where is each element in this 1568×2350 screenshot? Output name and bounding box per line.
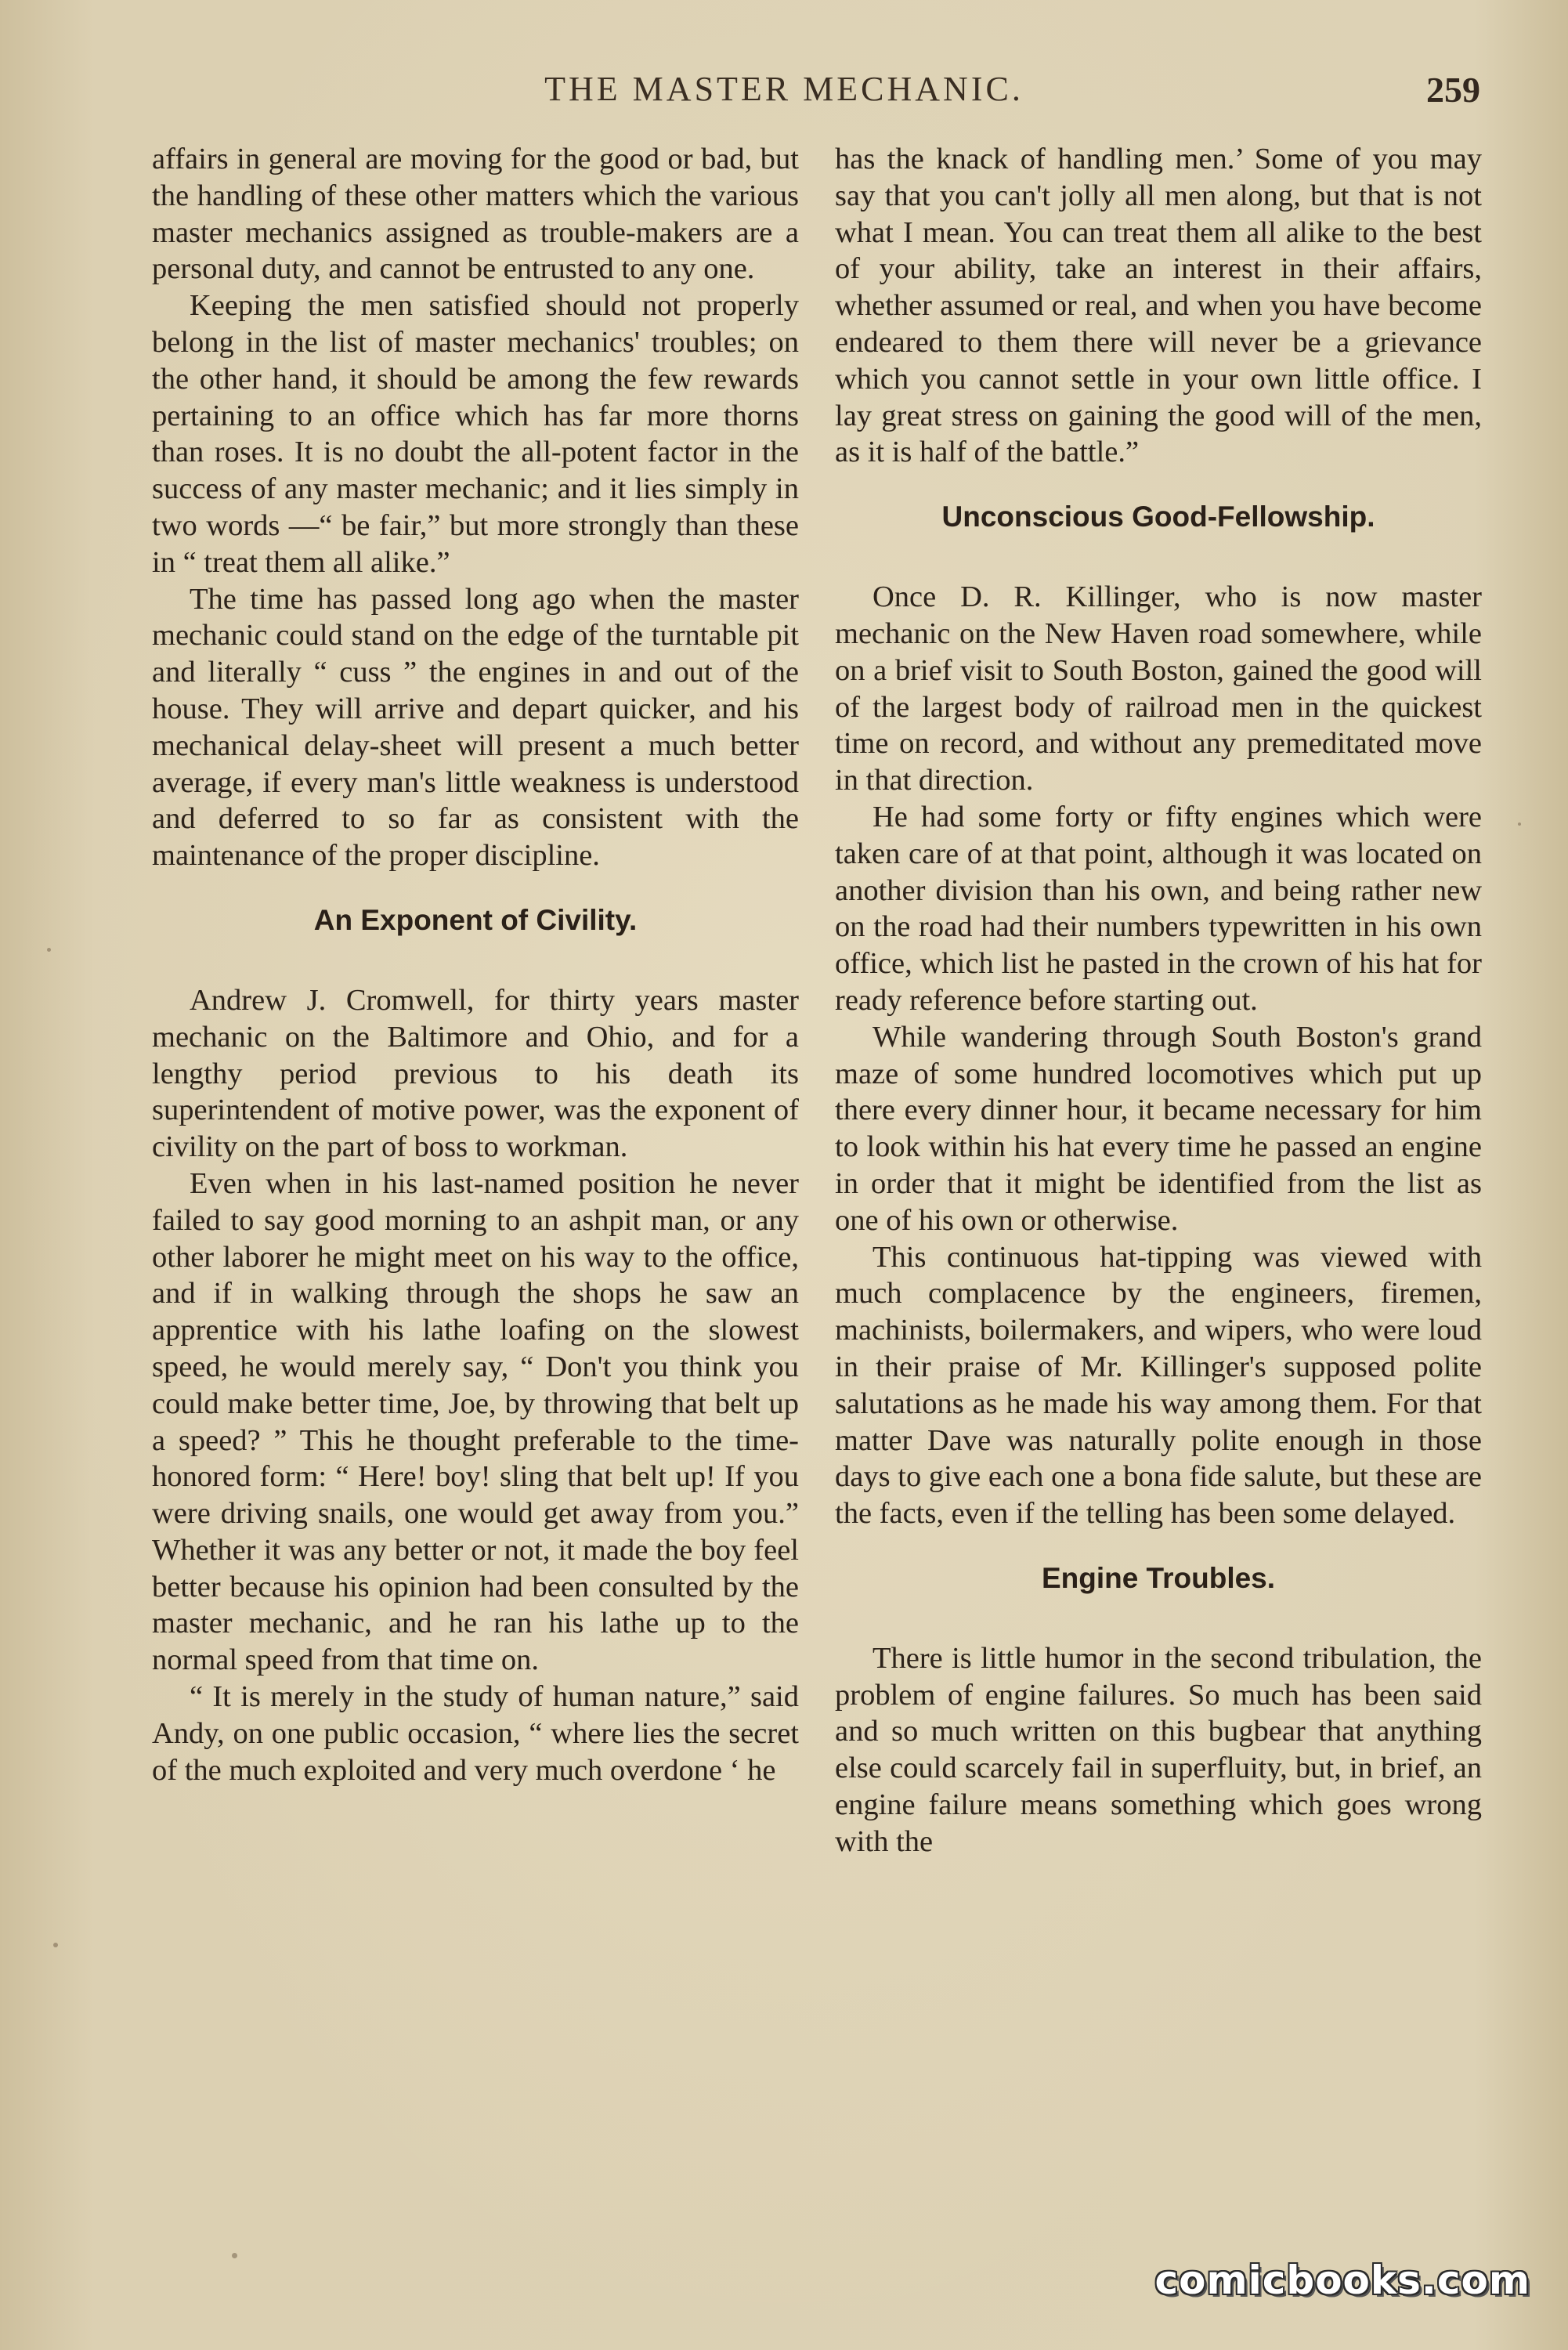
paragraph: He had some forty or fifty engines which were taken care of at that point, although it was located on another division than his own, and being rather new on the road had their numbers typewritten in his own office, which list he pasted in the crown of his hat for ready reference before starting out.: [835, 800, 1482, 1017]
paragraph: Andrew J. Cromwell, for thirty years master mechanic on the Baltimore and Ohio, and for a lengthy period previous to his death its superintendent of motive power, was the exponent of civility on the part of boss to workman.: [152, 983, 799, 1164]
paper-speck: [232, 2253, 237, 2258]
paper-speck: [53, 1943, 58, 1947]
paragraph: While wandering through South Boston's grand maze of some hundred locomotives which put up there every dinner hour, it became necessary for him to look within his hat every time he passed an engine in order that it might be identified from the list as one of his own or otherwise.: [835, 1020, 1482, 1237]
right-column: [835, 141, 1482, 1860]
paragraph: has the knack of handling men.’ Some of you may say that you can't jolly all men along, but that is not what I mean. You can treat them all alike to the best of your ability, take an interest in their affairs, whether assumed or real, and when you have become endeared to them there will never be a grievance which you cannot settle in your own little office. I lay great stress on gaining the good will of the men, as it is half of the battle.”: [835, 143, 1482, 469]
page-number: 259: [1426, 70, 1480, 110]
section-heading: Engine Troubles.: [1041, 1561, 1276, 1594]
paragraph: Even when in his last-named position he never failed to say good morning to an ashpit man, or any other laborer he might meet on his way to the office, and if in walking through the shops he saw an apprentice with his lathe loafing on the slowest speed, he would merely say, “ Don't you think you could make better time, Joe, by throwing that belt up a speed? ” This he thought preferable to the time-honored form: “ Here! boy! sling that belt up! If you were driving snails, one would get away from you.” Whether it was any better or not, it made the boy feel better because his opinion had been consulted by the master mechanic, and he ran his lathe up to the normal speed from that time on.: [152, 1166, 799, 1677]
paragraph: This continuous hat-tipping was viewed with much complacence by the engineers, firemen, machinists, boilermakers, and wipers, who were loud in their praise of Mr. Killinger's supposed polite salutations as he made his way among them. For that matter Dave was naturally polite enough in those days to give each one a bona fide salute, but these are the facts, even if the telling has been some delayed.: [835, 1240, 1482, 1531]
paragraph: “ It is merely in the study of human nature,” said Andy, on one public occasion, “ where lies the secret of the much exploited and very much overdone ‘ he: [152, 1680, 799, 1787]
paragraph: Once D. R. Killinger, who is now master mechanic on the New Haven road somewhere, while on a brief visit to South Boston, gained the good will of the largest body of railroad men in the quickest time on record, and without any premeditated move in that direction.: [835, 580, 1482, 797]
paragraph: affairs in general are moving for the good or bad, but the handling of these other matters which the various master mechanics assigned as trouble-makers are a personal duty, and cannot be entrusted to any one.: [152, 143, 799, 286]
watermark-logo: comicbooks.com: [1154, 2258, 1530, 2303]
left-column: [152, 141, 799, 1788]
section-heading: Unconscious Good-Fellowship.: [941, 501, 1375, 533]
running-head: [0, 69, 1568, 113]
paper-speck: [47, 948, 51, 952]
paragraph: There is little humor in the second tribulation, the problem of engine failures. So much has been said and so much written on this bugbear that anything else could scarcely fail in superfluity, but, in brief, an engine failure means something which goes wrong with the: [835, 1641, 1482, 1858]
paper-speck: [1518, 822, 1521, 826]
paragraph: Keeping the men satisfied should not properly belong in the list of master mechanics' troubles; on the other hand, it should be among the few rewards pertaining to an office which has far more thorns than roses. It is no doubt the all-potent factor in the success of any master mechanic; and it lies simply in two words —“ be fair,” but more strongly than these in “ treat them all alike.”: [152, 289, 799, 579]
paragraph: The time has passed long ago when the master mechanic could stand on the edge of the turntable pit and literally “ cuss ” the engines in and out of the house. They will arrive and depart quicker, and his mechanical delay-sheet will present a much better average, if every man's little weakness is understood and deferred to so far as consistent with the maintenance of the proper discipline.: [152, 582, 799, 873]
section-heading: An Exponent of Civility.: [313, 903, 638, 936]
running-title: THE MASTER MECHANIC.: [544, 70, 1024, 108]
